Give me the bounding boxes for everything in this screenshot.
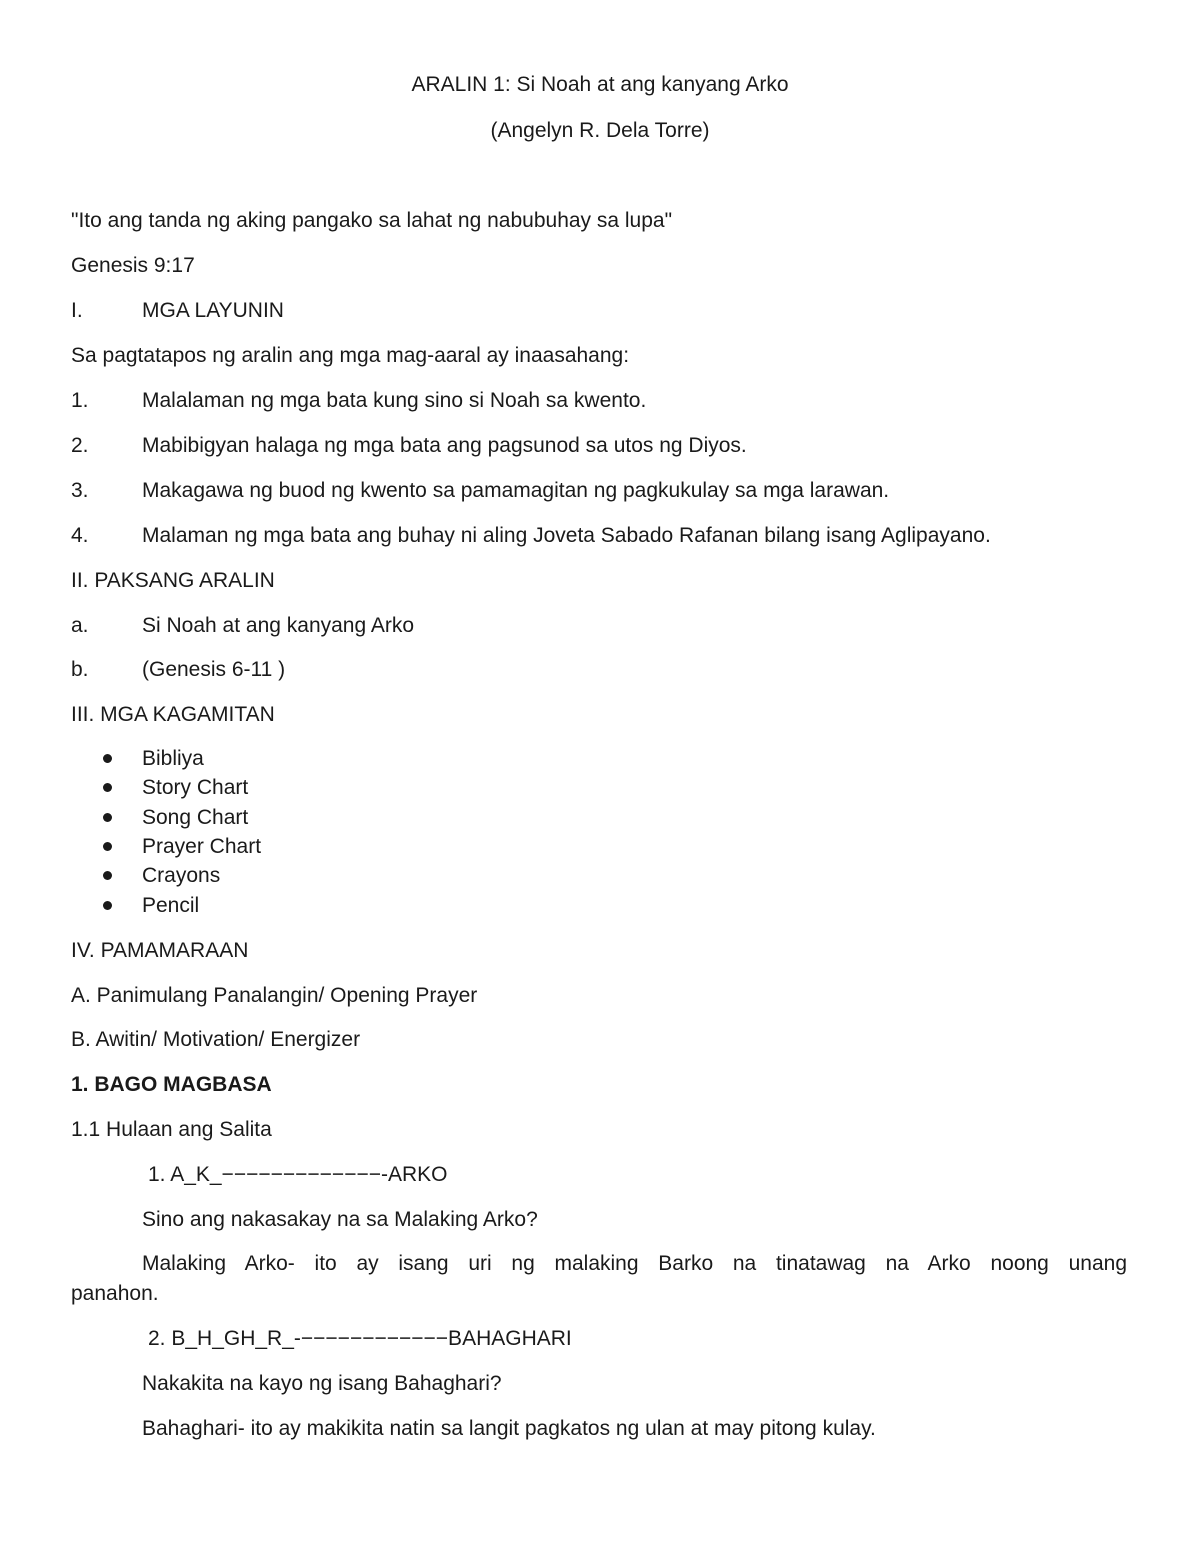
- material-item: Crayons: [142, 864, 221, 887]
- guess-word-item: 2. B_H_GH_R_-−−−−−−−−−−−−BAHAGHARI: [148, 1327, 572, 1350]
- objective-text: Malalaman ng mga bata kung sino si Noah sa kwento.: [142, 389, 647, 412]
- section-topic-heading: II. PAKSANG ARALIN: [71, 569, 275, 592]
- objectives-intro: Sa pagtatapos ng aralin ang mga mag-aaral ay inaasahang:: [71, 344, 630, 367]
- objective-number: 1.: [71, 389, 89, 412]
- topic-letter: a.: [71, 614, 89, 637]
- material-item: Prayer Chart: [142, 835, 262, 858]
- before-reading-heading: 1. BAGO MAGBASA: [71, 1073, 272, 1096]
- objective-number: 3.: [71, 479, 89, 502]
- objective-number: 2.: [71, 434, 89, 457]
- topic-text: Si Noah at ang kanyang Arko: [142, 614, 415, 637]
- objective-text: Makagawa ng buod ng kwento sa pamamagitan ng pagkukulay sa mga larawan.: [142, 479, 890, 502]
- material-item: Song Chart: [142, 806, 249, 829]
- bible-quote: "Ito ang tanda ng aking pangako sa lahat ng nabubuhay sa lupa": [71, 209, 673, 232]
- lesson-title: ARALIN 1: Si Noah at ang kanyang Arko: [411, 73, 789, 96]
- guess-question: Nakakita na kayo ng isang Bahaghari?: [142, 1372, 502, 1395]
- section-procedure-heading: IV. PAMAMARAAN: [71, 939, 249, 962]
- procedure-step-b: B. Awitin/ Motivation/ Energizer: [71, 1028, 361, 1051]
- material-item: Story Chart: [142, 776, 249, 799]
- bible-verse: Genesis 9:17: [71, 254, 195, 277]
- topic-text: (Genesis 6-11 ): [142, 658, 286, 681]
- guess-question: Sino ang nakasakay na sa Malaking Arko?: [142, 1208, 538, 1231]
- topic-letter: b.: [71, 658, 89, 681]
- bullet-icon: [103, 754, 112, 763]
- bullet-icon: [103, 842, 112, 851]
- section-objectives-heading: MGA LAYUNIN: [142, 299, 284, 322]
- bullet-icon: [103, 783, 112, 792]
- bullet-icon: [103, 871, 112, 880]
- word-definition: Bahaghari- ito ay makikita natin sa langit pagkatos ng ulan at may pitong kulay.: [142, 1417, 876, 1440]
- material-item: Pencil: [142, 894, 200, 917]
- objective-number: 4.: [71, 524, 89, 547]
- guess-word-item: 1. A_K_−−−−−−−−−−−−−-ARKO: [148, 1163, 448, 1186]
- author-line: (Angelyn R. Dela Torre): [490, 119, 710, 142]
- objective-text: Mabibigyan halaga ng mga bata ang pagsunod sa utos ng Diyos.: [142, 434, 747, 457]
- word-definition-line: Malaking Arko- ito ay isang uri ng malaking Barko na tinatawag na Arko noong unang: [142, 1252, 1127, 1275]
- section-objectives-number: I.: [71, 299, 83, 322]
- bullet-icon: [103, 901, 112, 910]
- procedure-step-a: A. Panimulang Panalangin/ Opening Prayer: [71, 984, 478, 1007]
- word-definition-line: panahon.: [71, 1282, 159, 1305]
- guess-word-heading: 1.1 Hulaan ang Salita: [71, 1118, 272, 1141]
- objective-text: Malaman ng mga bata ang buhay ni aling Joveta Sabado Rafanan bilang isang Aglipayano.: [142, 524, 991, 547]
- material-item: Bibliya: [142, 747, 204, 770]
- section-materials-heading: III. MGA KAGAMITAN: [71, 703, 275, 726]
- bullet-icon: [103, 813, 112, 822]
